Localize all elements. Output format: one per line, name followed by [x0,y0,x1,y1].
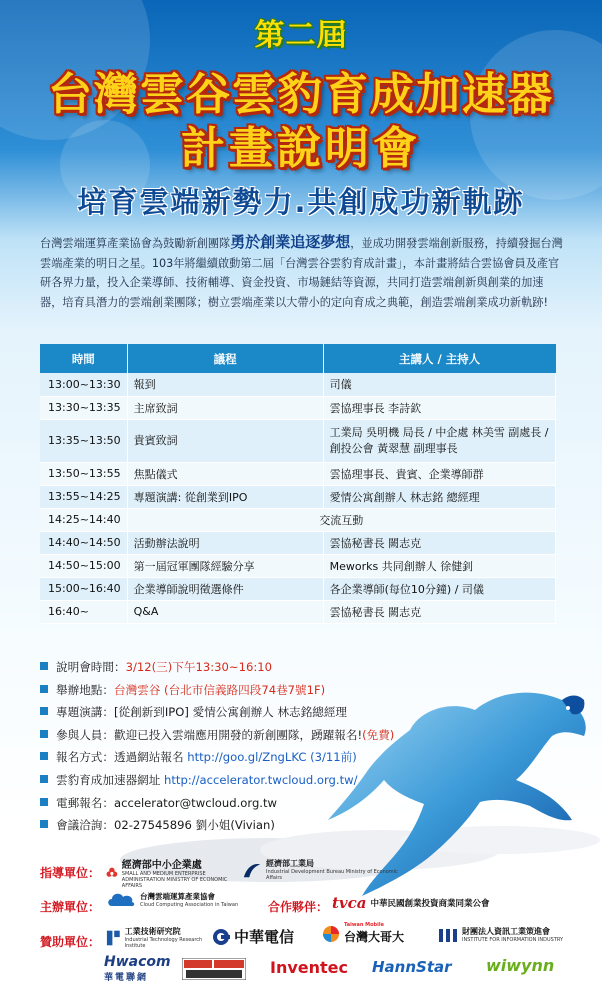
tvca-logo [332,894,582,912]
row-topic: 活動辦法說明 [127,531,323,554]
iii-logo [438,926,588,943]
main-title-line2: 計畫說明會 [181,123,421,174]
sme-administration-logo [106,856,236,889]
row-topic: 第一屆冠軍團隊經驗分享 [127,554,323,577]
event-info-list [40,656,460,837]
itri-icon [106,929,121,947]
taiwan-mobile-icon [322,925,340,943]
row-time: 13:00~13:30 [40,373,127,396]
table-row [40,531,556,554]
schedule-table [40,344,556,624]
cht-icon [212,928,230,946]
row-time: 16:40~ [40,600,127,623]
taiwan-mobile-logo [322,922,422,945]
support3-top: Taiwan Mobile [344,922,384,928]
intro-text-2: ，並成功開發雲端創新服務，持續發掘台灣雲端產業的明日之星。103年將繼續啟動第二屆「台灣雲谷雲豹育成計畫」，本計畫將結合雲協會員及產官研各界力量，投入企業導師、技術輔導、資金投資、市場鏈結等資源，共同打造雲端創新與創業的加速器，培育具潛力的雲端創業團隊；樹立雲端產業以大帶小的定向育成之典範，創造雲端創業成功新軌跡! [40,237,563,309]
schedule-header-row [40,344,556,373]
bullet-square-icon [40,707,48,715]
row-speaker: 司儀 [323,373,555,396]
info-place-label: 舉辦地點： [56,682,114,697]
inventec-logo: Inventec [270,958,348,977]
list-item [40,656,460,679]
row-speaker: 雲協理事長 李詩欽 [323,396,555,419]
guide2-en: Industrial Development Bureau Ministry of Economic Affairs [266,869,398,881]
row-topic: 交流互動 [127,508,555,531]
bullet-square-icon [40,820,48,828]
table-row [40,462,556,485]
row-topic: 焦點儀式 [127,462,323,485]
info-talk: 專題演講：[從創新到IPO] 愛情公寓創辦人 林志銘總經理 [56,705,348,720]
support1-en: Industrial Technology Research Institute [124,937,203,949]
info-place-value: 台灣雲谷 (台北市信義路四段74巷7號1F) [113,682,326,697]
itri-logo [106,926,216,949]
table-row [40,554,556,577]
intro-paragraph [40,233,564,312]
row-time: 14:25~14:40 [40,508,127,531]
guide1-name: 經濟部中小企業處 [121,860,202,871]
row-time: 13:30~13:35 [40,396,127,419]
row-time: 13:55~14:25 [40,485,127,508]
partner-label: 合作夥伴： [268,900,329,914]
chunghwa-telecom-logo [212,926,312,947]
list-item [40,769,460,792]
edition-title: 第二屆 [254,18,348,53]
info-email: 電郵報名：accelerator@twcloud.org.tw [56,795,278,810]
list-item [40,792,460,815]
list-item [40,724,460,747]
cloud-icon [106,890,136,908]
wiwynn-logo: wiwynn [486,956,555,975]
partner1-name: 中華民國創業投資商業同業公會 [370,899,490,909]
bullet-square-icon [40,685,48,693]
slogan: 培育雲端新勢力.共創成功新軌跡 [77,185,525,219]
row-speaker: 愛情公寓創辦人 林志銘 總經理 [323,485,555,508]
brand-logo-image [182,958,246,980]
iii-icon [438,927,458,943]
table-row [40,373,556,396]
list-item [40,746,460,769]
table-row [40,396,556,419]
bullet-square-icon [40,752,48,760]
row-topic: 貴賓致詞 [127,419,323,462]
info-contact: 會議洽詢：02-27545896 劉小姐(Vivian) [56,818,275,833]
table-row [40,600,556,623]
sme-flower-icon [106,862,118,884]
support2-name: 中華電信 [234,928,295,946]
row-topic: 專題演講: 從創業到IPO [127,485,323,508]
support3-name: 台灣大哥大 [344,930,405,944]
hannstar-logo: HannStar [372,958,452,976]
row-speaker: Meworks 共同創辦人 徐健釗 [323,554,555,577]
bullet-square-icon [40,662,48,670]
info-time-label: 說明會時間： [56,660,126,674]
guide2-name: 經濟部工業局 [266,859,315,868]
support4-name: 財團法人資訊工業策進會 [462,927,550,936]
info-free-badge: (免費) [362,727,395,742]
signup-link[interactable]: http://goo.gl/ZngLKC [187,750,307,765]
hwacom-logo [104,954,171,983]
main-title-line1: 台灣雲谷雲豹育成加速器 [48,69,554,120]
row-time: 14:40~14:50 [40,531,127,554]
table-row [40,577,556,600]
row-topic: Q&A [127,600,323,623]
info-signup-label: 報名方式：透過網站報名 [56,750,188,765]
intro-text-1: 台灣雲端運算產業協會為鼓勵新創團隊 [40,237,231,250]
guide-label: 指導單位： [40,866,101,880]
header-topic: 議程 [127,344,323,373]
row-time: 15:00~16:40 [40,577,127,600]
row-speaker: 雲協理事長、貴賓、企業導師群 [323,462,555,485]
table-row [40,419,556,462]
brand1-name: Hwacom [104,954,171,970]
bullet-square-icon [40,775,48,783]
host-label: 主辦單位： [40,900,101,914]
table-row [40,485,556,508]
list-item [40,679,460,702]
info-site-label: 雲豹育成加速器網址 [56,772,165,787]
host1-en: Cloud Computing Association in Taiwan [140,901,239,908]
header-speaker: 主講人 / 主持人 [323,344,555,373]
row-time: 14:50~15:00 [40,554,127,577]
intro-emphasis: 勇於創業追逐夢想 [230,233,351,251]
header-time: 時間 [40,344,127,373]
row-speaker: 工業局 吳明機 局長 / 中企處 林美雪 副處長 / 創投公會 黃翠慧 副理事長 [323,419,555,462]
twcloud-association-logo [106,890,256,908]
support4-en: INSTITUTE FOR INFORMATION INDUSTRY [462,937,564,943]
idb-logo-icon [242,860,262,880]
row-topic: 企業導師說明徵選條件 [127,577,323,600]
row-speaker: 各企業導師(每位10分鐘) / 司儀 [323,577,555,600]
table-row [40,508,556,531]
bullet-square-icon [40,798,48,806]
info-time-value: 3/12(三)下午13:30~16:10 [125,660,272,674]
row-speaker: 雲協秘書長 闕志克 [323,600,555,623]
support-label: 贊助單位： [40,935,101,949]
industrial-bureau-logo [242,858,402,881]
host1-name: 台灣雲端運算產業協會 [140,891,215,901]
signup-deadline: (3/11前) [310,750,357,765]
list-item [40,814,460,837]
accelerator-site-link[interactable]: http://accelerator.twcloud.org.tw/ [164,772,358,787]
bullet-square-icon [40,730,48,738]
info-attendees: 參與人員：歡迎已投入雲端應用開發的新創團隊，踴躍報名! [56,727,363,742]
brand1-cn: 華電聯網 [104,973,149,983]
list-item [40,701,460,724]
row-time: 13:35~13:50 [40,419,127,462]
row-topic: 主席致詞 [127,396,323,419]
row-topic: 報到 [127,373,323,396]
row-speaker: 雲協秘書長 闕志克 [323,531,555,554]
support1-name: 工業技術研究院 [124,927,181,936]
tvca-mark: tvca [332,894,367,912]
row-time: 13:50~13:55 [40,462,127,485]
guide1-en: SMALL AND MEDIUM ENTERPRISE ADMINISTRATION MINISTRY OF ECONOMIC AFFAIRS [121,871,228,889]
